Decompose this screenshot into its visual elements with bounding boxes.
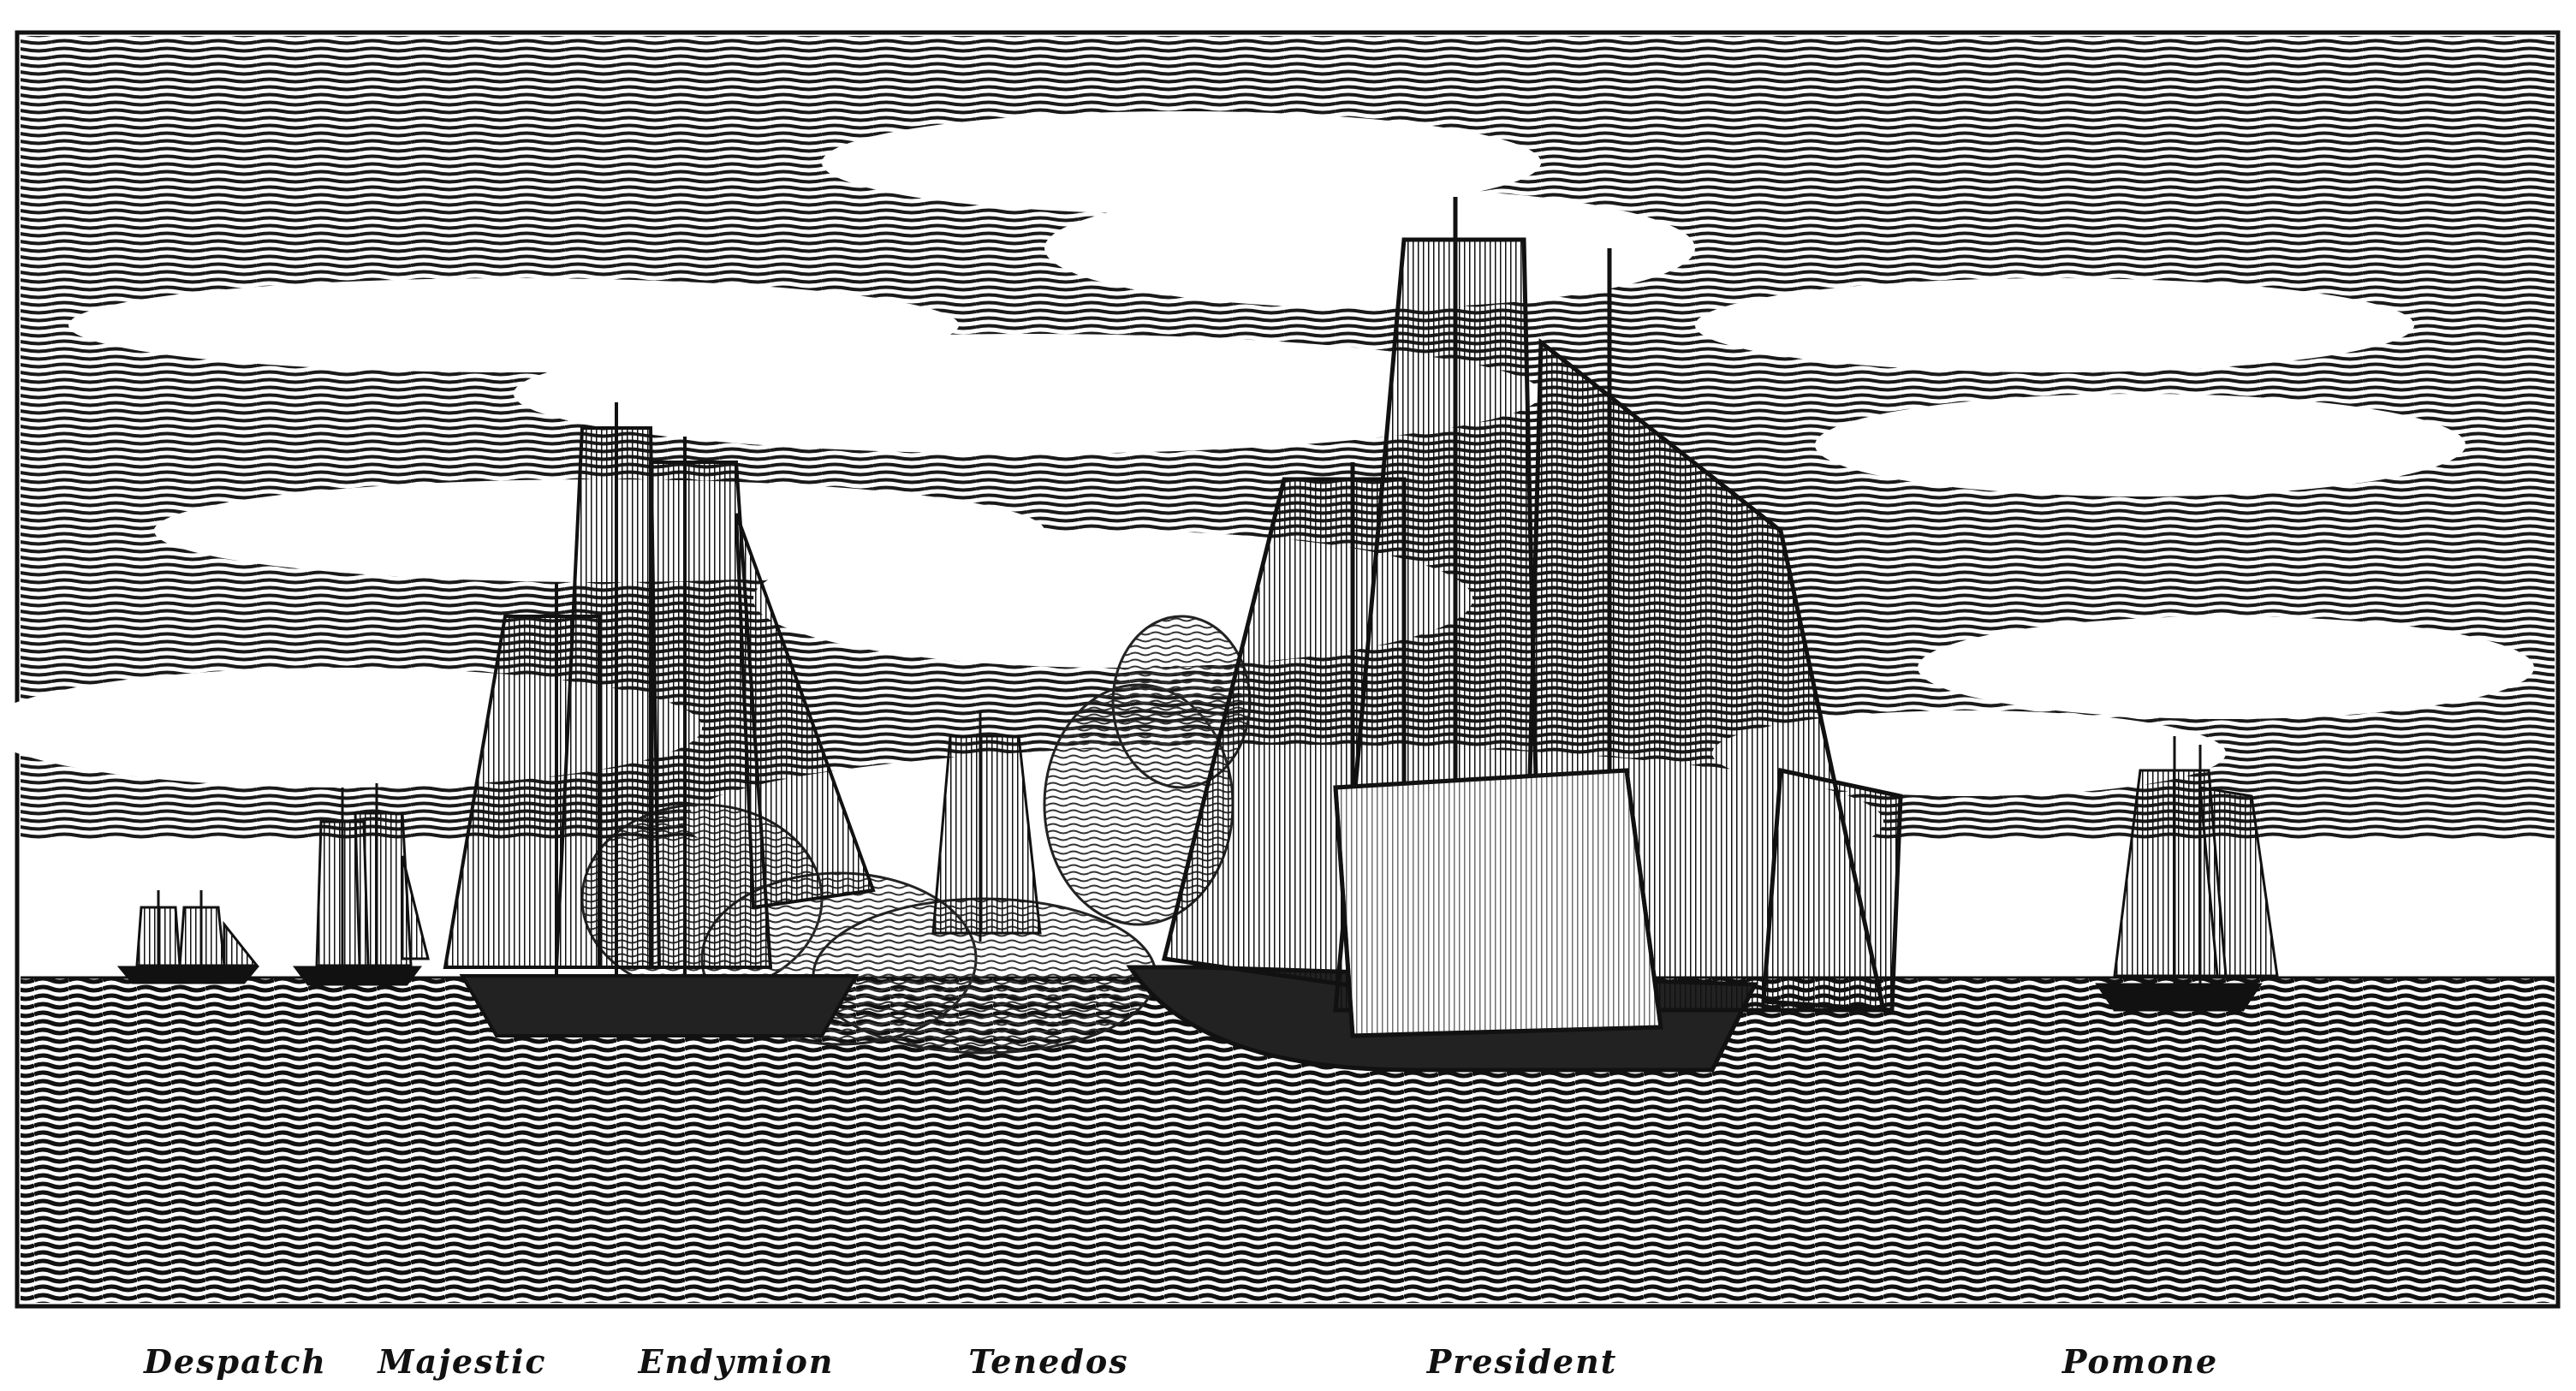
caption-pomone: Pomone bbox=[2061, 1342, 2219, 1381]
caption-despatch: Despatch bbox=[143, 1342, 328, 1381]
caption-endymion: Endymion bbox=[638, 1342, 835, 1381]
caption-tenedos: Tenedos bbox=[968, 1342, 1129, 1381]
caption-president: President bbox=[1426, 1342, 1618, 1381]
caption-majestic: Majestic bbox=[378, 1342, 547, 1381]
